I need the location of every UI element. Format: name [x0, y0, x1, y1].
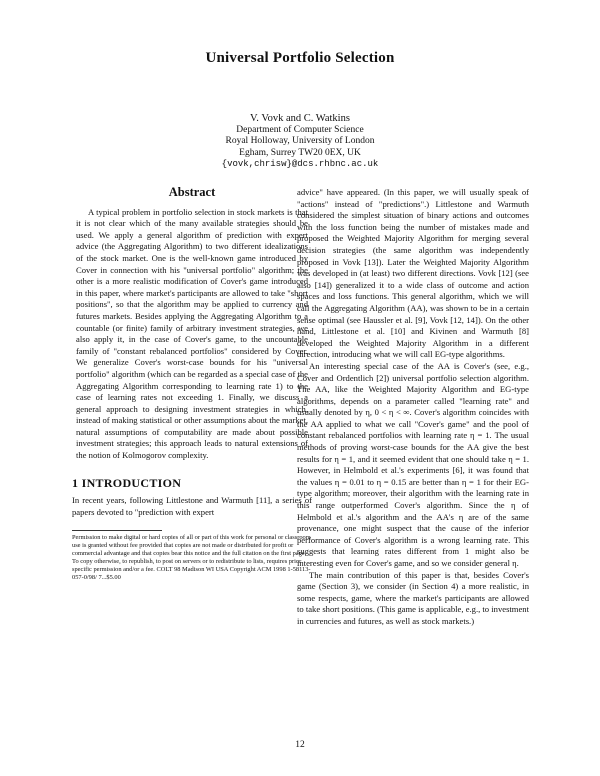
section-heading-introduction: 1 INTRODUCTION	[72, 475, 182, 490]
author-email: {vovk,chrisw}@dcs.rhbnc.ac.uk	[221, 159, 379, 169]
author-block	[0, 113, 600, 171]
left-column	[72, 187, 312, 582]
right-paragraph-1: advice" have appeared. (In this paper, we will usually speak of "actions" instead of "predictions".) Littlestone and Warmuth considered the simplest situation of binary actions and outcomes with the loss function being the number of mistakes made and proposed the Weighted Majority Algorithm for merging several decision strategies (the same algorithm was independently proposed in Vovk [13]). Later the Weighted Majority Algorithm was developed in (at least) two different directions. Vovk [12] (see also [14]) generalized it to a wide class of outcome and action spaces and loss functions. This general algorithm, which we will call the Aggregating Algorithm (AA), was shown to be in a certain sense optimal (see Haussler et al. [9], Vovk [12, 14]). On the other hand, Littlestone et al. [10] and Kivinen and Warmuth [8] developed the Weighted Majority Algorithm in a different direction, introducing what we will call EG-type algorithms.	[297, 187, 529, 360]
right-paragraph-3: The main contribution of this paper is that, besides Cover's game (Section 3), we consider (in Section 4) a more realistic, in some respects, game, where the market's participants are allowed to take short positions. (This game is applicable, e.g., to investment in currencies and futures, as well as stock markets.)	[297, 569, 529, 626]
author-address: Egham, Surrey TW20 0EX, UK	[239, 147, 361, 158]
right-paragraph-2: An interesting special case of the AA is Cover's (see, e.g., Cover and Ordentlich [2]) universal portfolio selection algorithm. The AA, like the Weighted Majority Algorithm and EG-type algorithms, depends on a parameter called "learning rate" and usually denoted by η, 0 < η < ∞. Cover's algorithm coincides with the AA applied to what we call "Cover's game" and the pool of constant rebalanced portfolios with learning rate η = 1. The usual methods of proving worst-case bounds for the AA give the best results for η = 1, and it seemed evident that one should take η = 1. However, in Helmbold et al.'s experiments [6], it was found that the values η = 0.01 to η = 0.15 are better than η = 1 for their EG-type algorithm; moreover, their algorithm with the learning rate in this range outperformed Cover's algorithm. Since the η of Helmbold et al.'s algorithm and the AA's η are of the same provenance, one might suspect that the cause of the inferior performance of Cover's algorithm is a wrong learning rate. This suggests that learning rates different from 1 might also be interesting even for Cover's game, and so we consider general η.	[297, 360, 529, 568]
footnote-rule	[72, 530, 162, 531]
author-names: V. Vovk and C. Watkins	[250, 113, 350, 124]
author-department: Department of Computer Science	[236, 124, 364, 135]
introduction-text: In recent years, following Littlestone and Warmuth [11], a series of papers devoted to "prediction with expert	[72, 495, 312, 517]
abstract-heading: Abstract	[168, 185, 216, 199]
page-number: 12	[295, 740, 305, 750]
footnote-text: Permission to make digital or hard copies of all or part of this work for personal or classroom use is granted without fee provided that copies are not made or distributed for profit or commercial advantage and that copies bear this notice and the full citation on the first page. To copy otherwise, to republish, to post on servers or to redistribute to lists, requires prior specific permission and/or a fee. COLT 98 Madison WI USA Copyright ACM 1998 1-58113-057-0/98/ 7...$5.00	[72, 534, 311, 582]
copyright-footnote	[72, 530, 312, 582]
abstract-text: A typical problem in portfolio selection in stock markets is that it is not clear which of the many available strategies should be used. We apply a general algorithm of prediction with expert advice (the Aggregating Algorithm) to two different idealizations of the stock market. One is the well-known game introduced by Cover in connection with his "universal portfolio" algorithm; the other is a more realistic modification of Cover's game introduced in this paper, where market's participants are allowed to take "short positions", so that the algorithm may be applied to currency and futures markets. Besides applying the Aggregating Algorithm to a countable (or finite) family of arbitrary investment strategies, we also apply it, in the case of Cover's game, to the uncountable family of "constant rebalanced portfolios" considered by Cover. We generalize Cover's worst-case bounds for his "universal portfolio" algorithm (which can be regarded as a special case of the Aggregating Algorithm corresponding to learning rate 1) to the case of learning rates not exceeding 1. Finally, we discuss a general approach to designing investment strategies in which, instead of making statistical or other assumptions about the market, natural assumptions of computability are made about possible investment strategies; this approach leads to natural extensions of the notion of Kolmogorov complexity.	[76, 206, 308, 461]
author-institution: Royal Holloway, University of London	[225, 136, 375, 146]
paper-title: Universal Portfolio Selection	[205, 50, 395, 66]
right-column	[297, 187, 529, 628]
